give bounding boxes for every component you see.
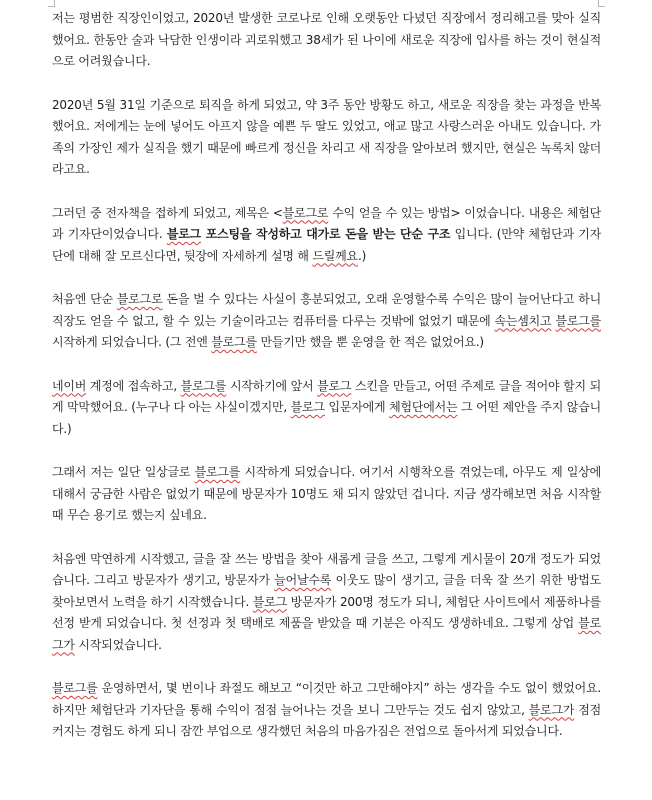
spellcheck-flagged-word: 블로그로 (282, 205, 329, 220)
text-run: 만들기만 했을 뿐 운영을 한 적은 없었어요.) (256, 335, 484, 349)
text-run: 입문자에게 (324, 400, 390, 414)
spellcheck-flagged-word: 속는셈치고 (494, 313, 552, 328)
text-run: 처음엔 막연하게 시작했고, 글을 잘 쓰는 방법을 찾아 새롭게 글을 쓰고, 그렇게 게시물이 20개 정도가 되었습니다. 그리고 방문자가 생기고, 방문자가 (52, 551, 601, 587)
page-corner-mark-right (598, 0, 605, 7)
spellcheck-flagged-word: 블로그로 (116, 292, 163, 306)
spellcheck-flagged-word: 늘어날수록 (274, 573, 332, 587)
text-run: 2020년 5월 31일 기준으로 퇴직을 하게 되었고, 약 3주 동안 방황도 하고, 새로운 직장을 찾는 과정을 반복했어요. 저에게는 눈에 넣어도 아프지 않을 예쁜 두 딸도 있었고, 애교 많고 사랑스러운 아내도 있습니다. 가족의 가장인 제가 실직을 했기 때문에 빠르게 정신을 차리고 새 직장을 알아보려 했지만, 현실은 녹록치 않더라고요. (52, 97, 601, 176)
text-run: 스킨을 만들고, 어떤 주제로 글을 적어야 할지 되게 막막했어요. (누구나 다 아는 사실이겠지만, (52, 378, 601, 414)
text-run: 시작하게 되었습니다. 여기서 시행착오를 겪었는데, 아무도 제 일상에 대해서 궁금한 사람은 없었기 때문에 방문자가 10명도 채 되지 않았던 겁니다. 지금 생각해보면 처음 시작할 때 무슨 용기로 했는지 싶네요. (52, 465, 601, 522)
text-run: 수익 얻을 수 있는 방법> 이었습니다. 내용은 체험단과 기자단이었습니다. (52, 205, 601, 241)
text-run: 그래서 저는 일단 일상글로 (52, 465, 195, 479)
text-run: 저는 평범한 직장인이었고, 2020년 발생한 코로나로 인해 오랫동안 다녔던 직장에서 정리해고를 맞아 실직했어요. 한동안 술과 낙담한 인생이라 괴로워했고 38세가 된 나이에 새로운 직장에 입사를 하는 것이 현실적으로 어려웠습니다. (52, 11, 601, 68)
body-paragraph (52, 289, 601, 354)
spellcheck-flagged-word: 체험단에서는 (389, 400, 458, 414)
text-run: 시작하게 되었습니다. (그 전엔 (52, 335, 212, 349)
bold-text-run: 블로그 (166, 227, 201, 241)
text-run: 운영하면서, 몇 번이나 좌절도 해보고 “이것만 하고 그만해야지” 하는 생각을 수도 없이 했었어요. 하지만 체험단과 기자단을 통해 수익이 점점 늘어나는 것을 보니 그만두는 것도 쉽지 않았고, (52, 681, 601, 717)
body-paragraph (52, 203, 601, 268)
spellcheck-flagged-word: 블로그가 (528, 702, 575, 717)
text-run: 이웃도 많이 생기고, 글을 더욱 잘 쓰기 위한 방법도 찾아보면서 노력을 하기 시작했습니다. (52, 573, 601, 609)
text-run: 처음엔 단순 (52, 292, 117, 306)
text-run: .) (357, 248, 367, 263)
text-run: 계정에 접속하고, (86, 378, 181, 393)
text-run: 그 어떤 제안을 주지 않습니다.) (52, 400, 601, 436)
spellcheck-flagged-word: 블로그 (290, 400, 325, 414)
text-run: 돈을 벌 수 있다는 사실이 흥분되었고, 오래 운영할수록 수익은 많이 늘어난다고 하니 직장도 얻을 수 없고, 할 수 있는 기술이라고는 컴퓨터를 다루는 것밖에 없었기 때문에 (52, 292, 601, 328)
spellcheck-flagged-word: 블로그 (317, 378, 352, 393)
body-paragraph (52, 8, 601, 73)
text-run: 시작되었습니다. (74, 637, 162, 652)
spellcheck-flagged-word: 블로그 (252, 594, 287, 609)
spellcheck-flagged-word: 드릴께요 (312, 248, 358, 263)
spellcheck-flagged-word: 네이버 (52, 378, 87, 393)
spellcheck-flagged-word: 블로그를 (52, 681, 98, 695)
body-paragraph (52, 95, 601, 181)
bold-text-run: 포스팅을 작성하고 대가로 돈을 받는 단순 구조 (201, 227, 451, 241)
body-paragraph (52, 549, 601, 657)
body-paragraph (52, 678, 601, 743)
spellcheck-flagged-word: 블로그를 (211, 335, 257, 349)
body-paragraph (52, 462, 601, 527)
page-corner-mark-left (48, 0, 55, 7)
body-paragraph (52, 376, 601, 441)
spellcheck-flagged-word: 블로그를 (180, 378, 227, 393)
document-body[interactable] (52, 8, 601, 765)
text-run: 입니다. (만약 체험단과 기자단에 대해 잘 모르신다면, 뒷장에 자세하게 설명 해 (52, 227, 602, 263)
spellcheck-flagged-word: 블로그를 (194, 465, 241, 479)
spellcheck-flagged-word: 블로그가 (52, 616, 601, 652)
text-run: 시작하기에 앞서 (226, 378, 318, 393)
text-run: 점점 커지는 경험도 하게 되니 잠깐 부업으로 생각했던 처음의 마음가짐은 전업으로 돌아서게 되었습니다. (52, 702, 601, 738)
spellcheck-flagged-word: 블로그를 (555, 313, 601, 328)
text-run: 방문자가 200명 정도가 되니, 체험단 사이트에서 제품하나를 선정 받게 되었습니다. 첫 선정과 첫 택배로 제품을 받았을 때 기분은 아직도 생생하네요. 그렇게 상업 (52, 594, 601, 630)
text-run: 그러던 중 전자책을 접하게 되었고, 제목은 < (52, 205, 283, 220)
